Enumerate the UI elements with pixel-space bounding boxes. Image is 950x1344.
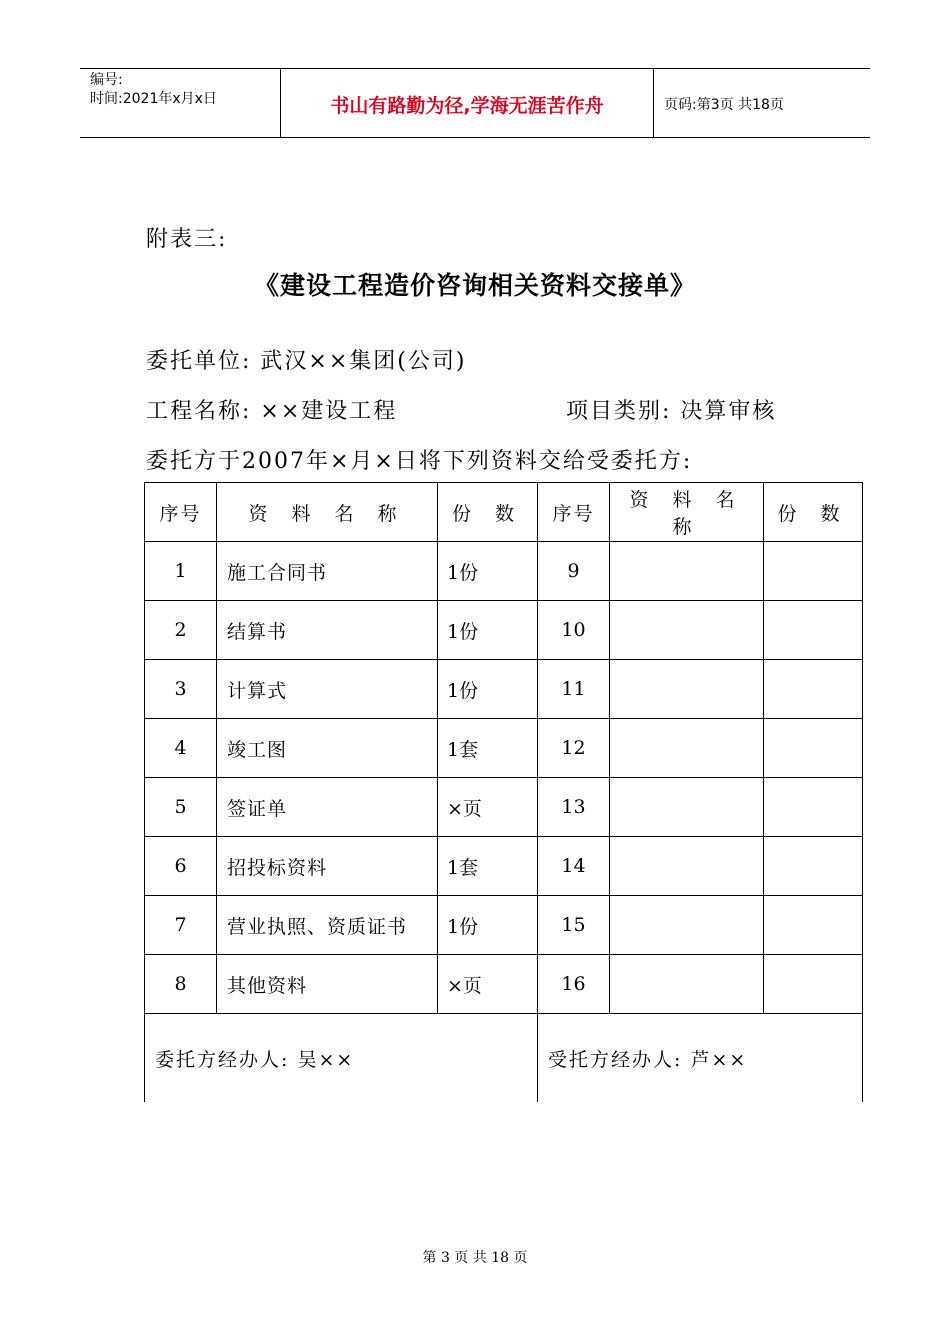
header-no-left: 序号 — [145, 483, 217, 542]
row-no: 1 — [145, 542, 217, 601]
handover-statement: 委托方于2007年×月×日将下列资料交给受委托方: — [146, 449, 693, 474]
table-row — [145, 660, 863, 719]
row-no: 5 — [145, 778, 217, 837]
row-qty — [764, 896, 863, 955]
row-name: 施工合同书 — [217, 542, 438, 601]
table-row — [145, 542, 863, 601]
row-name — [610, 778, 764, 837]
row-qty — [764, 660, 863, 719]
row-qty — [764, 601, 863, 660]
row-qty: 1份 — [438, 896, 538, 955]
table-row — [145, 896, 863, 955]
row-qty: 1份 — [438, 601, 538, 660]
row-name: 计算式 — [217, 660, 438, 719]
contractor-agent: 受托方经办人: 芦×× — [538, 1014, 863, 1103]
row-no: 16 — [538, 955, 610, 1014]
client-agent: 委托方经办人: 吴×× — [145, 1014, 538, 1103]
row-qty — [764, 955, 863, 1014]
row-name: 竣工图 — [217, 719, 438, 778]
row-name — [610, 719, 764, 778]
row-name — [610, 660, 764, 719]
table-header-row — [145, 483, 863, 542]
row-name — [610, 837, 764, 896]
header-motto: 书山有路勤为径,学海无涯苦作舟 — [281, 69, 654, 137]
row-no: 13 — [538, 778, 610, 837]
row-qty — [764, 837, 863, 896]
header-number-label: 编号: — [90, 72, 123, 88]
row-qty: 1份 — [438, 542, 538, 601]
project-name-line: 工程名称: ××建设工程 — [146, 399, 398, 424]
row-name — [610, 896, 764, 955]
page-footer: 第 3 页 共 18 页 — [422, 1250, 528, 1266]
table-row — [145, 837, 863, 896]
page-header — [80, 68, 870, 138]
row-no: 6 — [145, 837, 217, 896]
client-line: 委托单位: 武汉××集团(公司) — [146, 349, 467, 374]
row-no: 7 — [145, 896, 217, 955]
document-title: 《建设工程造价咨询相关资料交接单》 — [253, 271, 696, 300]
table-row — [145, 778, 863, 837]
row-no: 10 — [538, 601, 610, 660]
row-no: 11 — [538, 660, 610, 719]
header-page-label: 页码:第3页 共18页 — [664, 97, 784, 113]
row-name — [610, 955, 764, 1014]
row-qty: 1份 — [438, 660, 538, 719]
table-row — [145, 601, 863, 660]
row-no: 14 — [538, 837, 610, 896]
header-qty-left: 份 数 — [438, 483, 538, 542]
project-category-line: 项目类别: 决算审核 — [566, 399, 777, 424]
row-qty: ×页 — [438, 778, 538, 837]
header-no-right: 序号 — [538, 483, 610, 542]
table-row — [145, 955, 863, 1014]
row-name — [610, 542, 764, 601]
row-no: 8 — [145, 955, 217, 1014]
signature-row — [145, 1014, 863, 1103]
row-no: 12 — [538, 719, 610, 778]
appendix-label: 附表三: — [146, 227, 228, 252]
row-no: 9 — [538, 542, 610, 601]
header-name-right: 资 料 名 称 — [610, 483, 764, 542]
row-name — [610, 601, 764, 660]
header-name-left: 资 料 名 称 — [217, 483, 438, 542]
row-name: 营业执照、资质证书 — [217, 896, 438, 955]
row-qty: 1套 — [438, 837, 538, 896]
row-name: 招投标资料 — [217, 837, 438, 896]
row-name: 结算书 — [217, 601, 438, 660]
row-no: 3 — [145, 660, 217, 719]
header-meta — [80, 69, 281, 137]
table-row — [145, 719, 863, 778]
row-name: 签证单 — [217, 778, 438, 837]
row-name: 其他资料 — [217, 955, 438, 1014]
row-no: 15 — [538, 896, 610, 955]
header-qty-right: 份 数 — [764, 483, 863, 542]
row-qty: ×页 — [438, 955, 538, 1014]
row-no: 2 — [145, 601, 217, 660]
handover-table — [144, 482, 863, 1102]
header-date-label: 时间:2021年x月x日 — [90, 91, 217, 107]
row-no: 4 — [145, 719, 217, 778]
row-qty — [764, 542, 863, 601]
row-qty — [764, 778, 863, 837]
row-qty — [764, 719, 863, 778]
row-qty: 1套 — [438, 719, 538, 778]
